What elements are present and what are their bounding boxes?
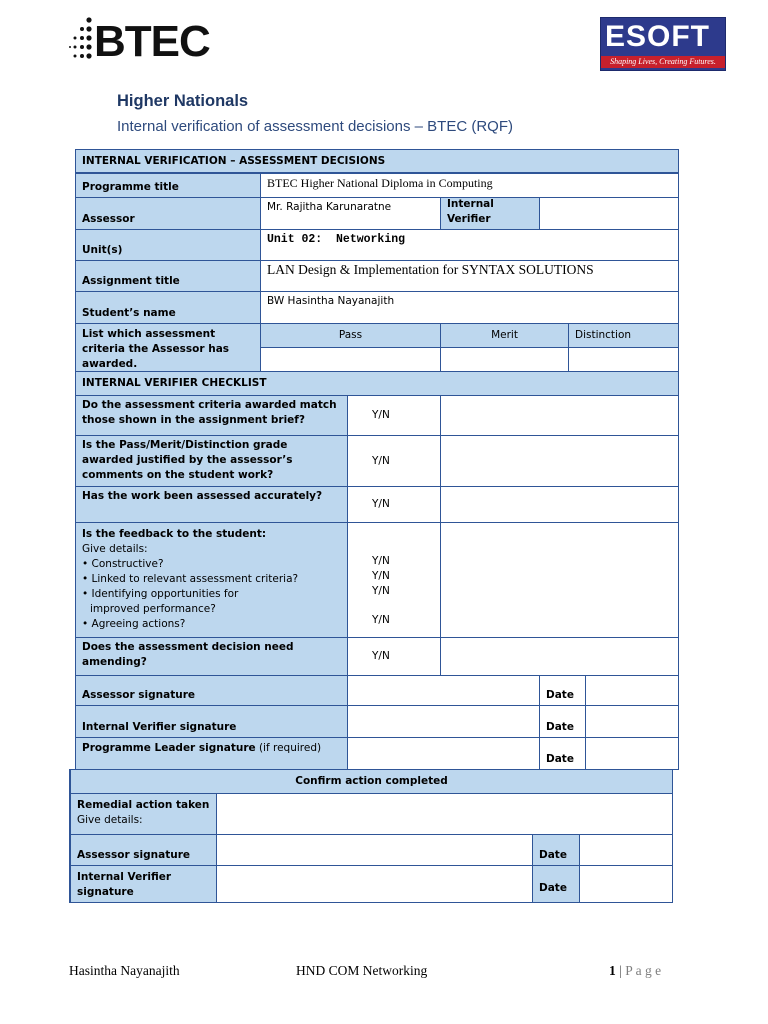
esoft-tagline: Shaping Lives, Creating Futures. [601, 56, 725, 68]
pl-signature-note: (if required) [255, 742, 322, 754]
confirm-iv-signature-field[interactable] [216, 865, 533, 903]
iv-signature-label: Internal Verifier signature [75, 705, 348, 738]
student-name-label: Student’s name [75, 291, 261, 324]
units-value: Unit 02: Networking [260, 229, 679, 261]
yn-3: Y/N [347, 486, 441, 523]
pl-signature-field[interactable] [347, 737, 540, 770]
feedback-item-agreeing: • Agreeing actions? [82, 618, 186, 630]
footer-page-label: P a g e [625, 963, 662, 978]
document-subheading: Internal verification of assessment decisions – BTEC (RQF) [117, 118, 513, 135]
confirm-assessor-date-label: Date [532, 834, 580, 866]
grade-pass-field[interactable] [260, 347, 441, 372]
dot-pattern-icon [68, 16, 94, 64]
units-label: Unit(s) [75, 229, 261, 261]
checklist-comment-4[interactable] [440, 522, 679, 638]
yn-5: Y/N [347, 637, 441, 676]
section-title-confirm: Confirm action completed [69, 769, 673, 794]
checklist-question-3: Has the work been assessed accurately? [75, 486, 348, 523]
internal-verifier-label: Internal Verifier [440, 197, 540, 230]
feedback-item-constructive: • Constructive? [82, 558, 164, 570]
btec-logo [68, 16, 228, 68]
grade-header-pass: Pass [260, 323, 441, 348]
confirm-iv-date-label: Date [532, 865, 580, 903]
confirm-iv-date-field[interactable] [579, 865, 673, 903]
feedback-item-identifying: • Identifying opportunities for [82, 588, 239, 600]
iv-signature-field[interactable] [347, 705, 540, 738]
feedback-item-linked: • Linked to relevant assessment criteria? [82, 573, 299, 585]
yn-feedback-4: Y/N [372, 614, 390, 626]
grade-header-merit: Merit [440, 323, 569, 348]
confirm-assessor-date-field[interactable] [579, 834, 673, 866]
checklist-comment-5[interactable] [440, 637, 679, 676]
pl-signature-text: Programme Leader signature [82, 742, 256, 754]
pl-date-label: Date [539, 737, 586, 770]
remedial-action-title: Remedial action taken [77, 799, 210, 811]
document-heading: Higher Nationals [117, 92, 249, 110]
yn-feedback-1: Y/N [372, 555, 390, 567]
footer-author: Hasintha Nayanajith [69, 963, 180, 978]
section-title-assessment-decisions: INTERNAL VERIFICATION – ASSESSMENT DECISIONS [75, 149, 679, 173]
yn-2: Y/N [347, 435, 441, 487]
btec-wordmark: BTEC [94, 17, 210, 66]
esoft-wordmark: ESOFT [605, 20, 711, 53]
criteria-label: List which assessment criteria the Assessor has awarded. [75, 323, 261, 372]
assignment-title-label: Assignment title [75, 260, 261, 292]
checklist-comment-3[interactable] [440, 486, 679, 523]
iv-date-field[interactable] [585, 705, 679, 738]
programme-title-label: Programme title [75, 173, 261, 198]
yn-1: Y/N [347, 395, 441, 436]
footer-page-number: 1 [609, 963, 616, 978]
assessor-label: Assessor [75, 197, 261, 230]
yn-feedback-group [347, 522, 441, 638]
internal-verifier-value [539, 197, 679, 230]
yn-feedback-3: Y/N [372, 585, 390, 597]
feedback-give-details: Give details: [82, 543, 148, 555]
confirm-assessor-signature-field[interactable] [216, 834, 533, 866]
checklist-comment-2[interactable] [440, 435, 679, 487]
footer-page [609, 963, 661, 979]
assessor-date-field[interactable] [585, 675, 679, 706]
grade-distinction-field[interactable] [568, 347, 679, 372]
grade-merit-field[interactable] [440, 347, 569, 372]
checklist-comment-1[interactable] [440, 395, 679, 436]
remedial-action-label [69, 793, 217, 835]
programme-title-value: BTEC Higher National Diploma in Computing [260, 173, 679, 198]
checklist-question-2: Is the Pass/Merit/Distinction grade awarded justified by the assessor’s comments on the student work? [75, 435, 348, 487]
assessor-signature-field[interactable] [347, 675, 540, 706]
assessor-date-label: Date [539, 675, 586, 706]
assessor-value: Mr. Rajitha Karunaratne [260, 197, 441, 230]
grade-header-distinction: Distinction [568, 323, 679, 348]
student-name-value: BW Hasintha Nayanajith [260, 291, 679, 324]
yn-feedback-2: Y/N [372, 570, 390, 582]
pl-signature-label [75, 737, 348, 770]
checklist-question-4 [75, 522, 348, 638]
iv-date-label: Date [539, 705, 586, 738]
pl-date-field[interactable] [585, 737, 679, 770]
section-title-checklist: INTERNAL VERIFIER CHECKLIST [75, 371, 679, 396]
footer-course: HND COM Networking [296, 963, 428, 978]
confirm-iv-signature-label: Internal Verifier signature [69, 865, 217, 903]
footer-page-separator: | [615, 963, 626, 978]
feedback-item-improved: improved performance? [90, 603, 216, 615]
remedial-action-field[interactable] [216, 793, 673, 835]
feedback-question-title: Is the feedback to the student: [82, 528, 267, 540]
assignment-title-value: LAN Design & Implementation for SYNTAX SOLUTIONS [260, 260, 679, 292]
assessor-signature-label: Assessor signature [75, 675, 348, 706]
remedial-give-details: Give details: [77, 814, 143, 826]
confirm-assessor-signature-label: Assessor signature [69, 834, 217, 866]
esoft-logo [600, 17, 726, 71]
checklist-question-1: Do the assessment criteria awarded match those shown in the assignment brief? [75, 395, 348, 436]
checklist-question-5: Does the assessment decision need amending? [75, 637, 348, 676]
